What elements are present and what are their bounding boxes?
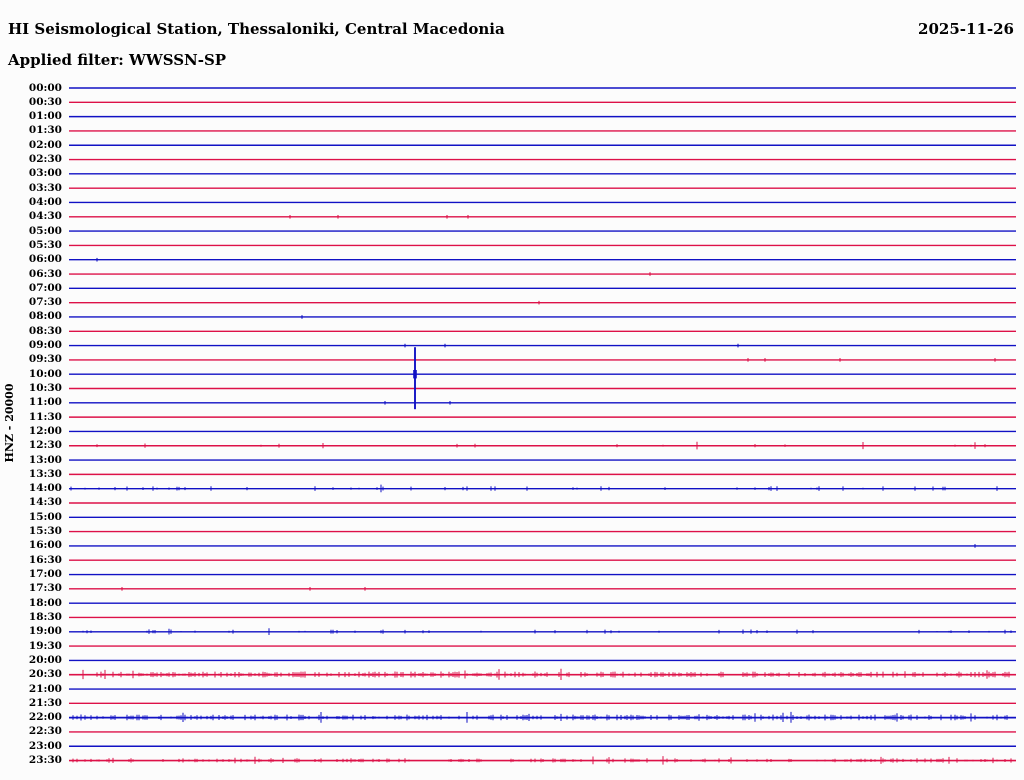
time-label-22:30: 22:30 bbox=[28, 725, 62, 738]
time-label-12:00: 12:00 bbox=[28, 424, 62, 437]
time-label-04:30: 04:30 bbox=[28, 210, 62, 223]
time-label-21:30: 21:30 bbox=[28, 696, 62, 709]
time-label-16:30: 16:30 bbox=[28, 553, 62, 566]
time-label-03:00: 03:00 bbox=[28, 167, 62, 180]
time-label-18:00: 18:00 bbox=[28, 596, 62, 609]
time-label-06:00: 06:00 bbox=[28, 253, 62, 266]
time-label-18:30: 18:30 bbox=[28, 610, 62, 623]
time-label-02:00: 02:00 bbox=[28, 138, 62, 151]
time-label-20:00: 20:00 bbox=[28, 653, 62, 666]
time-label-08:00: 08:00 bbox=[28, 310, 62, 323]
time-label-08:30: 08:30 bbox=[28, 324, 62, 337]
time-label-07:00: 07:00 bbox=[28, 281, 62, 294]
time-label-03:30: 03:30 bbox=[28, 181, 62, 194]
time-label-13:30: 13:30 bbox=[28, 467, 62, 480]
time-label-09:30: 09:30 bbox=[28, 353, 62, 366]
time-label-00:30: 00:30 bbox=[28, 95, 62, 108]
time-label-17:00: 17:00 bbox=[28, 568, 62, 581]
time-label-13:00: 13:00 bbox=[28, 453, 62, 466]
time-label-09:00: 09:00 bbox=[28, 339, 62, 352]
time-label-11:30: 11:30 bbox=[28, 410, 62, 423]
time-label-12:30: 12:30 bbox=[28, 439, 62, 452]
time-label-17:30: 17:30 bbox=[28, 582, 62, 595]
time-label-19:30: 19:30 bbox=[28, 639, 62, 652]
time-label-05:30: 05:30 bbox=[28, 238, 62, 251]
time-label-11:00: 11:00 bbox=[28, 396, 62, 409]
time-label-15:30: 15:30 bbox=[28, 525, 62, 538]
time-label-21:00: 21:00 bbox=[28, 682, 62, 695]
time-label-14:30: 14:30 bbox=[28, 496, 62, 509]
time-label-23:30: 23:30 bbox=[28, 754, 62, 767]
time-label-16:00: 16:00 bbox=[28, 539, 62, 552]
time-label-23:00: 23:00 bbox=[28, 739, 62, 752]
time-label-15:00: 15:00 bbox=[28, 510, 62, 523]
time-label-10:30: 10:30 bbox=[28, 382, 62, 394]
station-title: HI Seismological Station, Thessaloniki, Central Macedonia bbox=[8, 20, 505, 38]
time-label-20:30: 20:30 bbox=[28, 668, 62, 681]
time-label-07:30: 07:30 bbox=[28, 296, 62, 309]
time-label-05:00: 05:00 bbox=[28, 224, 62, 237]
channel-scale-label: HNZ - 20000 bbox=[3, 383, 16, 463]
time-label-01:00: 01:00 bbox=[28, 110, 62, 123]
time-label-06:30: 06:30 bbox=[28, 267, 62, 280]
time-label-02:30: 02:30 bbox=[28, 153, 62, 166]
time-label-01:30: 01:30 bbox=[28, 124, 62, 137]
time-label-10:00: 10:00 bbox=[28, 367, 62, 380]
time-label-19:00: 19:00 bbox=[28, 625, 62, 638]
applied-filter-label: Applied filter: WWSSN-SP bbox=[8, 51, 227, 69]
date-label: 2025-11-26 bbox=[918, 20, 1014, 38]
time-label-14:00: 14:00 bbox=[28, 482, 62, 495]
time-label-04:00: 04:00 bbox=[28, 195, 62, 208]
time-label-00:00: 00:00 bbox=[28, 81, 62, 94]
time-label-22:00: 22:00 bbox=[28, 711, 62, 724]
